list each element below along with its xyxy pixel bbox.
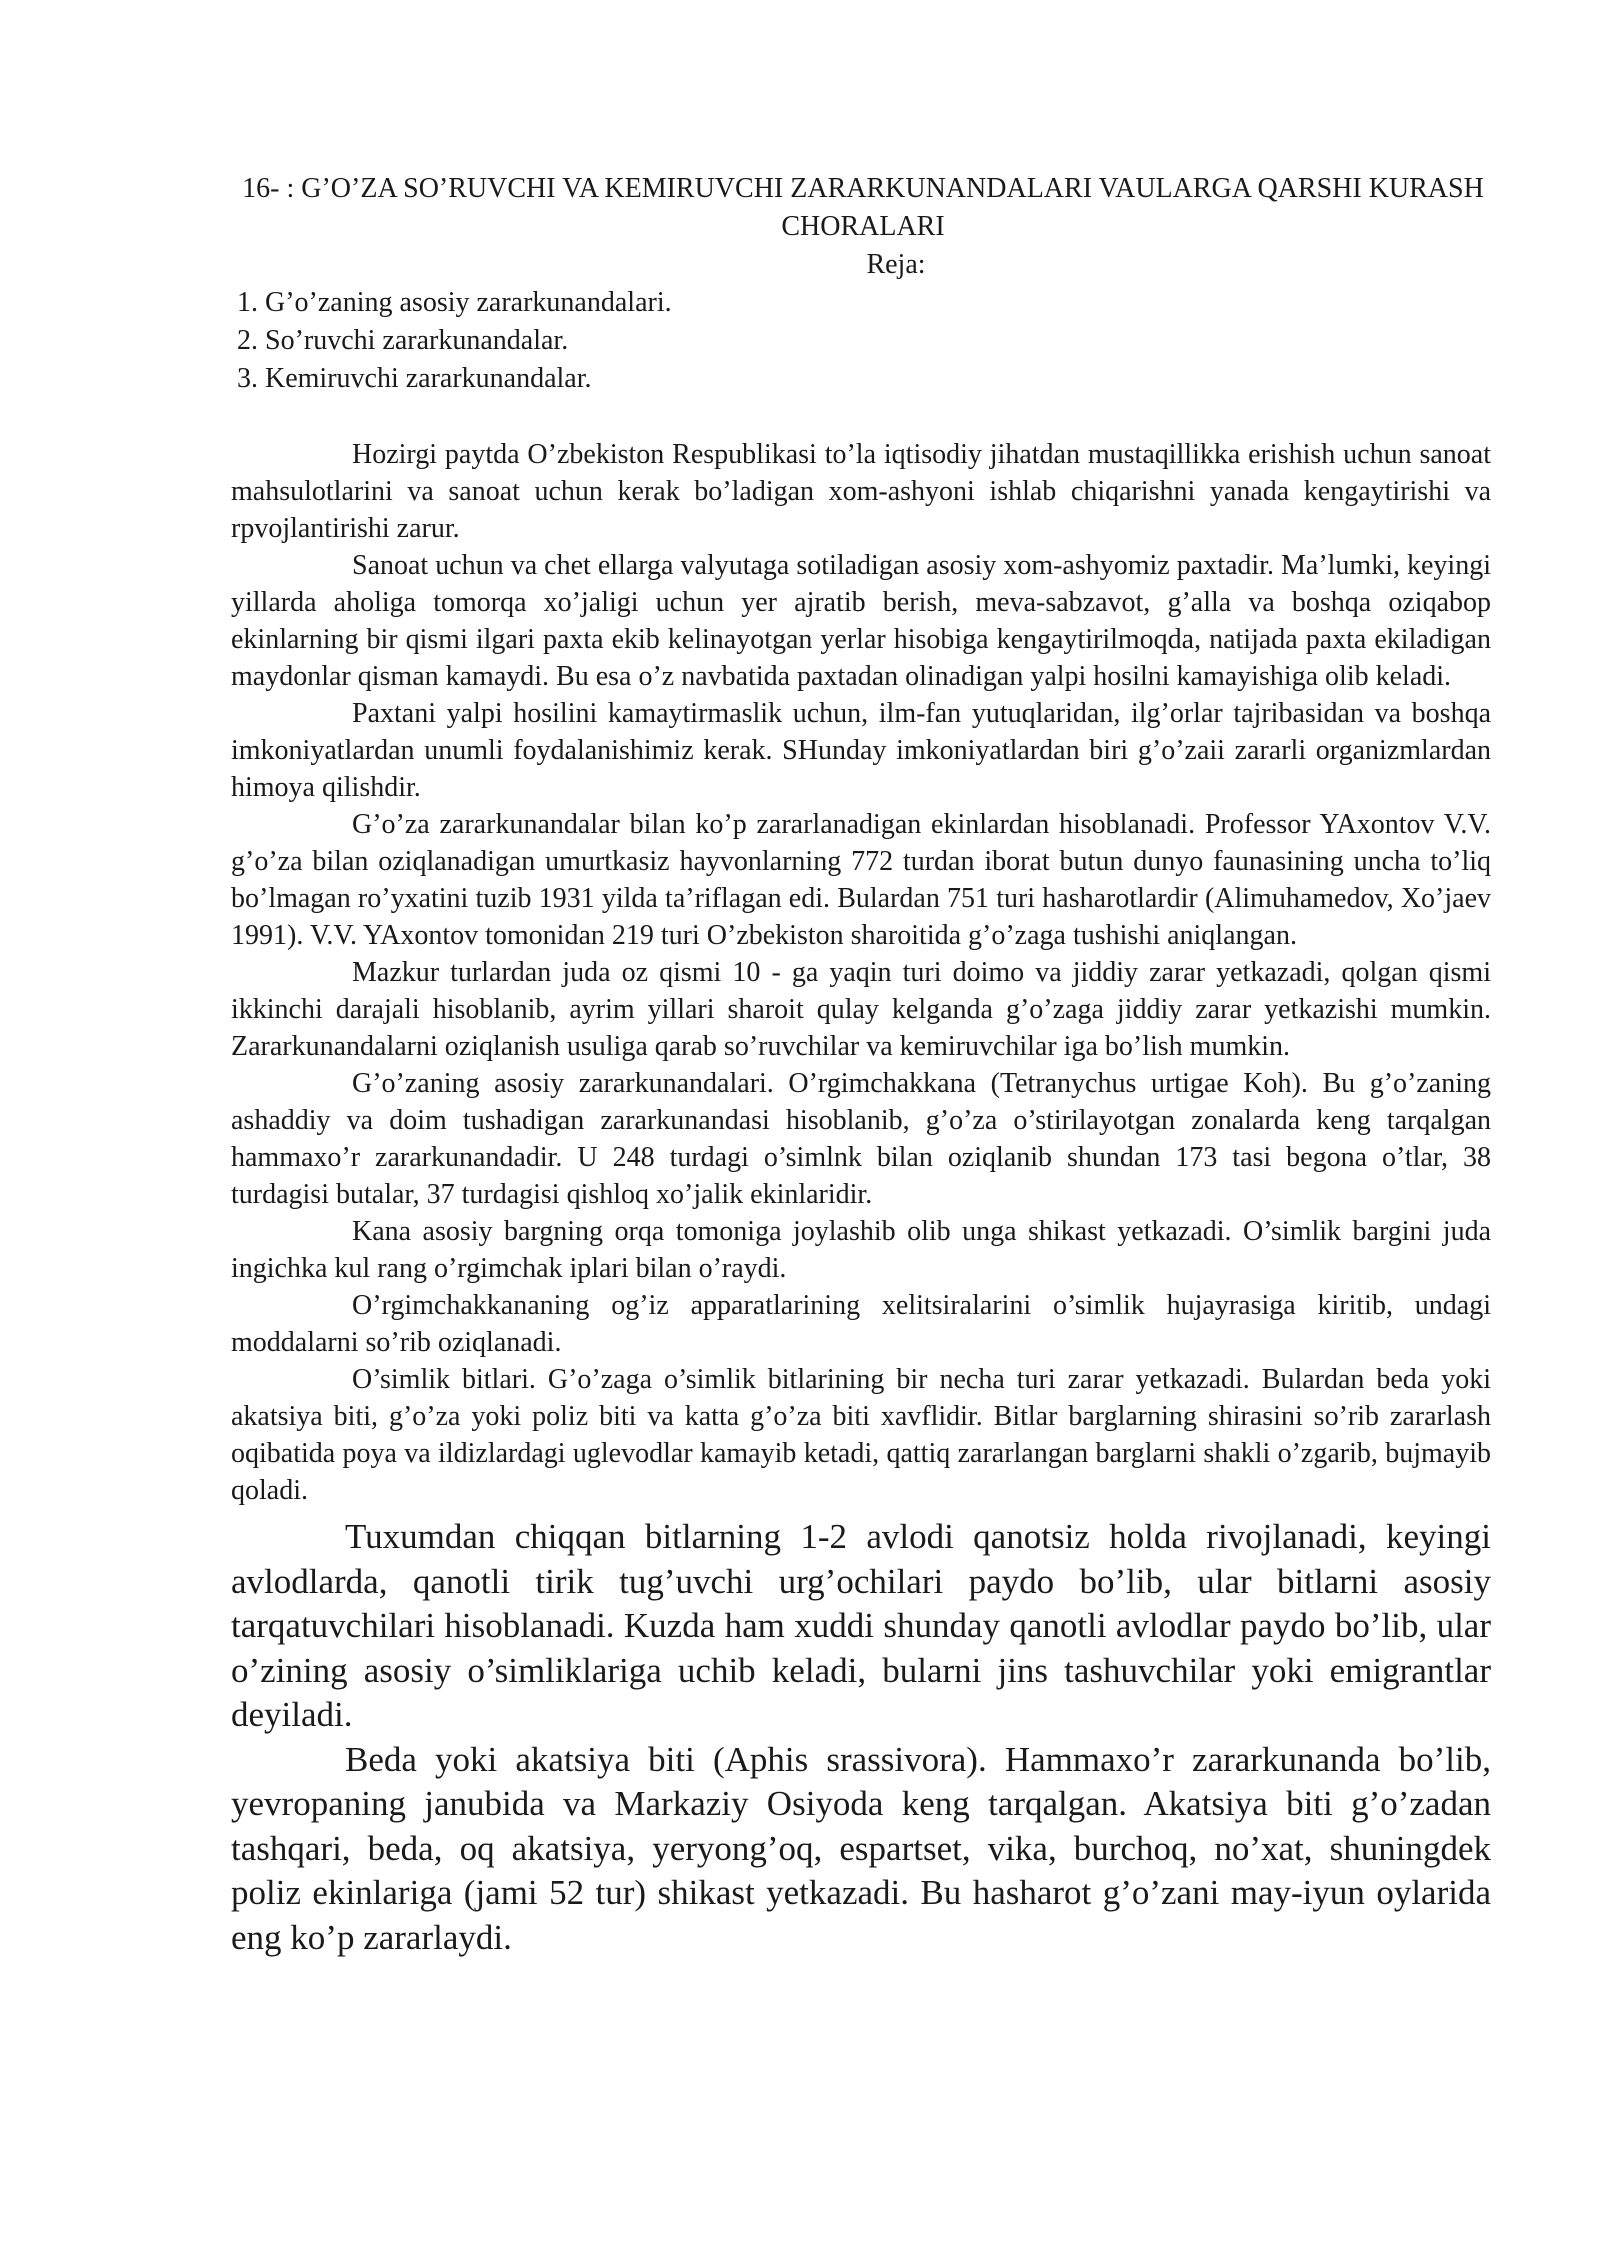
paragraph: Mazkur turlardan juda oz qismi 10 - ga yaqin turi doimo va jiddiy zarar yetkazadi, qolgan qismi ikkinchi darajali hisoblanib, ayrim yillari sharoit qulay kelganda g’o’zaga jiddiy zarar yetkazishi mumkin. Zararkunandalarni oziqlanish usuliga qarab so’ruvchilar va kemiruvchilar iga bo’lish mumkin. [231,957,1491,1062]
paragraph: Hozirgi paytda O’zbekiston Respublikasi to’la iqtisodiy jihatdan mustaqillikka erishish uchun sanoat mahsulotlarini va sanoat uchun kerak bo’ladigan xom-ashyoni ishlab chiqarishni yanada kengaytirishi va rpvojlantirishi zarur. [231,439,1491,544]
paragraph-large: Tuxumdan chiqqan bitlarning 1-2 avlodi qanotsiz holda rivojlanadi, keyingi avlodlarda, qanotli tirik tug’uvchi urg’ochilari paydo bo’lib, ular bitlarni asosiy tarqatuvchilari hisoblanadi. Kuzda ham xuddi shunday qanotli avlodlar paydo bo’lib, ular o’zining asosiy o’simliklariga uchib keladi, bularni jins tashuvchilar yoki emigrantlar deyiladi. [231,1517,1491,1734]
paragraph: Sanoat uchun va chet ellarga valyutaga sotiladigan asosiy xom-ashyomiz paxtadir. Ma’lumki, keyingi yillarda aholiga tomorqa xo’jaligi uchun yer ajratib berish, meva-sabzavot, g’alla va boshqa oziqabop ekinlarning bir qismi ilgari paxta ekib kelinayotgan yerlar hisobiga kengaytirilmoqda, natijada paxta ekiladigan maydonlar qisman kamaydi. Bu esa o’z navbatida paxtadan olinadigan yalpi hosilni kamayishiga olib keladi. [231,550,1491,692]
document-title: 16- : G’O’ZA SO’RUVCHI VA KEMIRUVCHI ZARARKUNANDALARI VAULARGA QARSHI KURASH CHORALARI [242,173,1484,242]
plan-item: 3. Kemiruvchi zararkunandalar. [237,363,592,394]
paragraph-large: Beda yoki akatsiya biti (Aphis srassivora). Hammaxo’r zararkunanda bo’lib, yevropaning janubida va Markaziy Osiyoda keng tarqalgan. Akatsiya biti g’o’zadan tashqari, beda, oq akatsiya, yeryong’oq, espartset, vika, burchoq, no’xat, shuningdek poliz ekinlariga (jami 52 tur) shikast yetkazadi. Bu hasharot g’o’zani may-iyun oylarida eng ko’p zararlaydi. [231,1739,1491,1957]
paragraph: Paxtani yalpi hosilini kamaytirmaslik uchun, ilm-fan yutuqlaridan, ilg’orlar tajribasidan va boshqa imkoniyatlardan unumli foydalanishimiz kerak. SHunday imkoniyatlardan biri g’o’zaii zararli organizmlardan himoya qilishdir. [231,698,1491,803]
plan-list [231,284,1491,398]
document-page [231,170,1491,1960]
plan-item: 2. So’ruvchi zararkunandalar. [237,325,569,356]
paragraph: G’o’za zararkunandalar bilan ko’p zararlanadigan ekinlardan hisoblanadi. Professor YAxontov V.V. g’o’za bilan oziqlanadigan umurtkasiz hayvonlarning 772 turdan iborat butun dunyo faunasining uncha to’liq bo’lmagan ro’yxatini tuzib 1931 yilda ta’riflagan edi. Bulardan 751 turi hasharotlardir (Alimuhamedov, Xo’jaev 1991). V.V. YAxontov tomonidan 219 turi O’zbekiston sharoitida g’o’zaga tushishi aniqlangan. [231,809,1491,951]
plan-item: 1. G’o’zaning asosiy zararkunandalari. [237,287,672,318]
plan-label: Reja: [866,249,926,280]
paragraph: Kana asosiy bargning orqa tomoniga joylashib olib unga shikast yetkazadi. O’simlik bargini juda ingichka kul rang o’rgimchak iplari bilan o’raydi. [231,1216,1491,1284]
paragraph: O’simlik bitlari. G’o’zaga o’simlik bitlarining bir necha turi zarar yetkazadi. Bulardan beda yoki akatsiya biti, g’o’za yoki poliz biti va katta g’o’za biti xavflidir. Bitlar barglarning shirasini so’rib zararlash oqibatida poya va ildizlardagi uglevodlar kamayib ketadi, qattiq zararlangan barglarni shakli o’zgarib, bujmayib qoladi. [231,1364,1491,1506]
paragraph: G’o’zaning asosiy zararkunandalari. O’rgimchakkana (Tetranychus urtigae Koh). Bu g’o’zaning ashaddiy va doim tushadigan zararkunandasi hisoblanib, g’o’za o’stirilayotgan zonalarda keng tarqalgan hammaxo’r zararkunandadir. U 248 turdagi o’simlnk bilan oziqlanib shundan 173 tasi begona o’tlar, 38 turdagisi butalar, 37 turdagisi qishloq xo’jalik ekinlaridir. [231,1068,1491,1210]
paragraph: O’rgimchakkananing og’iz apparatlarining xelitsiralarini o’simlik hujayrasiga kiritib, undagi moddalarni so’rib oziqlanadi. [231,1290,1491,1358]
body-text [231,436,1491,1960]
